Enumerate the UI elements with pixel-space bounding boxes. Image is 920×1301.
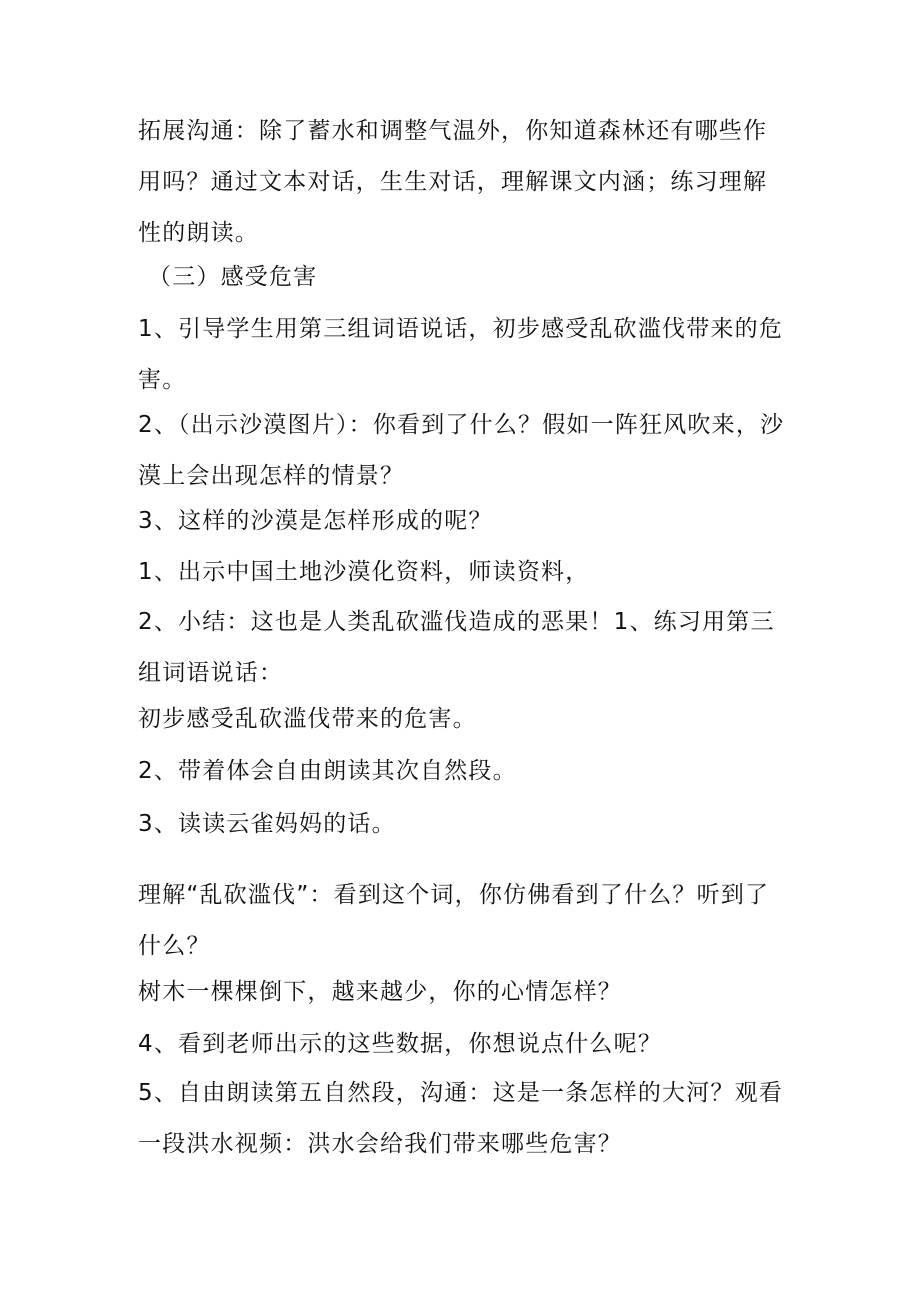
paragraph-item-2: 2、（出示沙漠图片）：你看到了什么？假如一阵狂风吹来，沙漠上会出现怎样的情景？: [138, 412, 785, 489]
paragraph-item-2-summary: 2、小结：这也是人类乱砍滥伐造成的恶果！1、练习用第三组词语说话：: [138, 609, 775, 686]
paragraph-expand-communication: 拓展沟通：除了蓄水和调整气温外，你知道森林还有哪些作用吗？通过文本对话，生生对话，理解课文内涵；练习理解性的朗读。: [138, 118, 768, 246]
paragraph-trees-falling: 树木一棵棵倒下，越来越少，你的心情怎样？: [138, 979, 622, 1005]
paragraph-item-3-skylark: 3、读读云雀妈妈的话。: [138, 811, 396, 837]
paragraph-item-5: 5、自由朗读第五自然段，沟通：这是一条怎样的大河？观看一段洪水视频：洪水会给我们带来哪些危害？: [138, 1080, 784, 1157]
paragraph-item-3: 3、这样的沙漠是怎样形成的呢？: [138, 508, 493, 534]
paragraph-initial-feeling: 初步感受乱砍滥伐带来的危害。: [138, 706, 477, 732]
paragraph-item-4: 4、看到老师出示的这些数据，你想说点什么呢？: [138, 1031, 663, 1057]
paragraph-item-2-reading: 2、带着体会自由朗读其次自然段。: [138, 758, 517, 784]
paragraph-understand-term: 理解“乱砍滥伐”：看到这个词，你仿佛看到了什么？听到了什么？: [138, 882, 770, 959]
paragraph-item-1-desert-data: 1、出示中国土地沙漠化资料，师读资料，: [138, 559, 590, 585]
paragraph-item-1: 1、引导学生用第三组词语说话，初步感受乱砍滥伐带来的危害。: [138, 316, 784, 393]
section-heading-feel-harm: （三）感受危害: [148, 264, 318, 290]
